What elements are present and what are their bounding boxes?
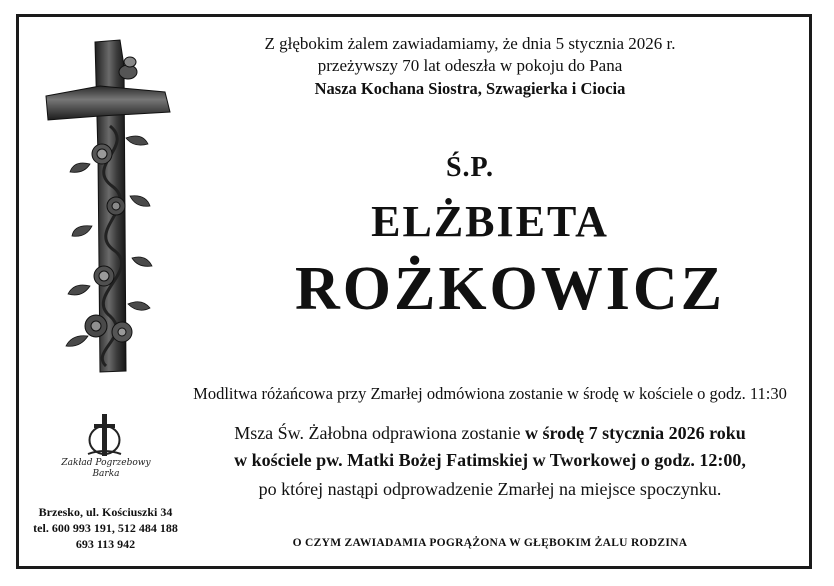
funeral-home-phones-2: 693 113 942 xyxy=(75,537,136,551)
mass-line-2: w kościele pw. Matki Bożej Fatimskiej w Tworkowej o godz. 12:00, xyxy=(234,450,746,470)
mass-date: w środę 7 stycznia 2026 roku xyxy=(524,423,746,443)
intro-line-relations: Nasza Kochana Siostra, Szwagierka i Ciocia xyxy=(314,79,626,98)
family-footer: O CZYM ZAWIADAMIA POGRĄŻONA W GŁĘBOKIM ŻALU RODZINA xyxy=(292,537,688,549)
logo-text-line-1: Zakład Pogrzebowy xyxy=(61,458,151,468)
funeral-home-address: Brzesko, ul. Kościuszki 34 xyxy=(38,505,173,519)
mass-line-1 xyxy=(190,421,790,445)
sp-prefix: Ś.P. xyxy=(445,152,495,183)
cross-with-roses-icon xyxy=(40,36,180,376)
deceased-last-name: ROŻKOWICZ xyxy=(294,255,726,323)
mass-line-3: po której nastąpi odprowadzenie Zmarłej na miejsce spoczynku. xyxy=(258,479,722,499)
funeral-home-phones-1: tel. 600 993 191, 512 484 188 xyxy=(33,521,178,535)
intro-line-date: Z głębokim żalem zawiadamiamy, że dnia 5 stycznia 2026 r. xyxy=(264,34,676,53)
mass-prefix: Msza Św. Żałobna odprawiona zostanie xyxy=(234,423,525,443)
logo-text-line-2: Barka xyxy=(92,469,120,479)
intro-line-age: przeżywszy 70 lat odeszła w pokoju do Pana xyxy=(317,56,623,75)
funeral-home-logo-text xyxy=(46,458,166,480)
deceased-first-name: ELŻBIETA xyxy=(371,197,609,246)
rosary-info: Modlitwa różańcowa przy Zmarłej odmówiona zostanie w środę w kościele o godz. 11:30 xyxy=(193,384,787,403)
